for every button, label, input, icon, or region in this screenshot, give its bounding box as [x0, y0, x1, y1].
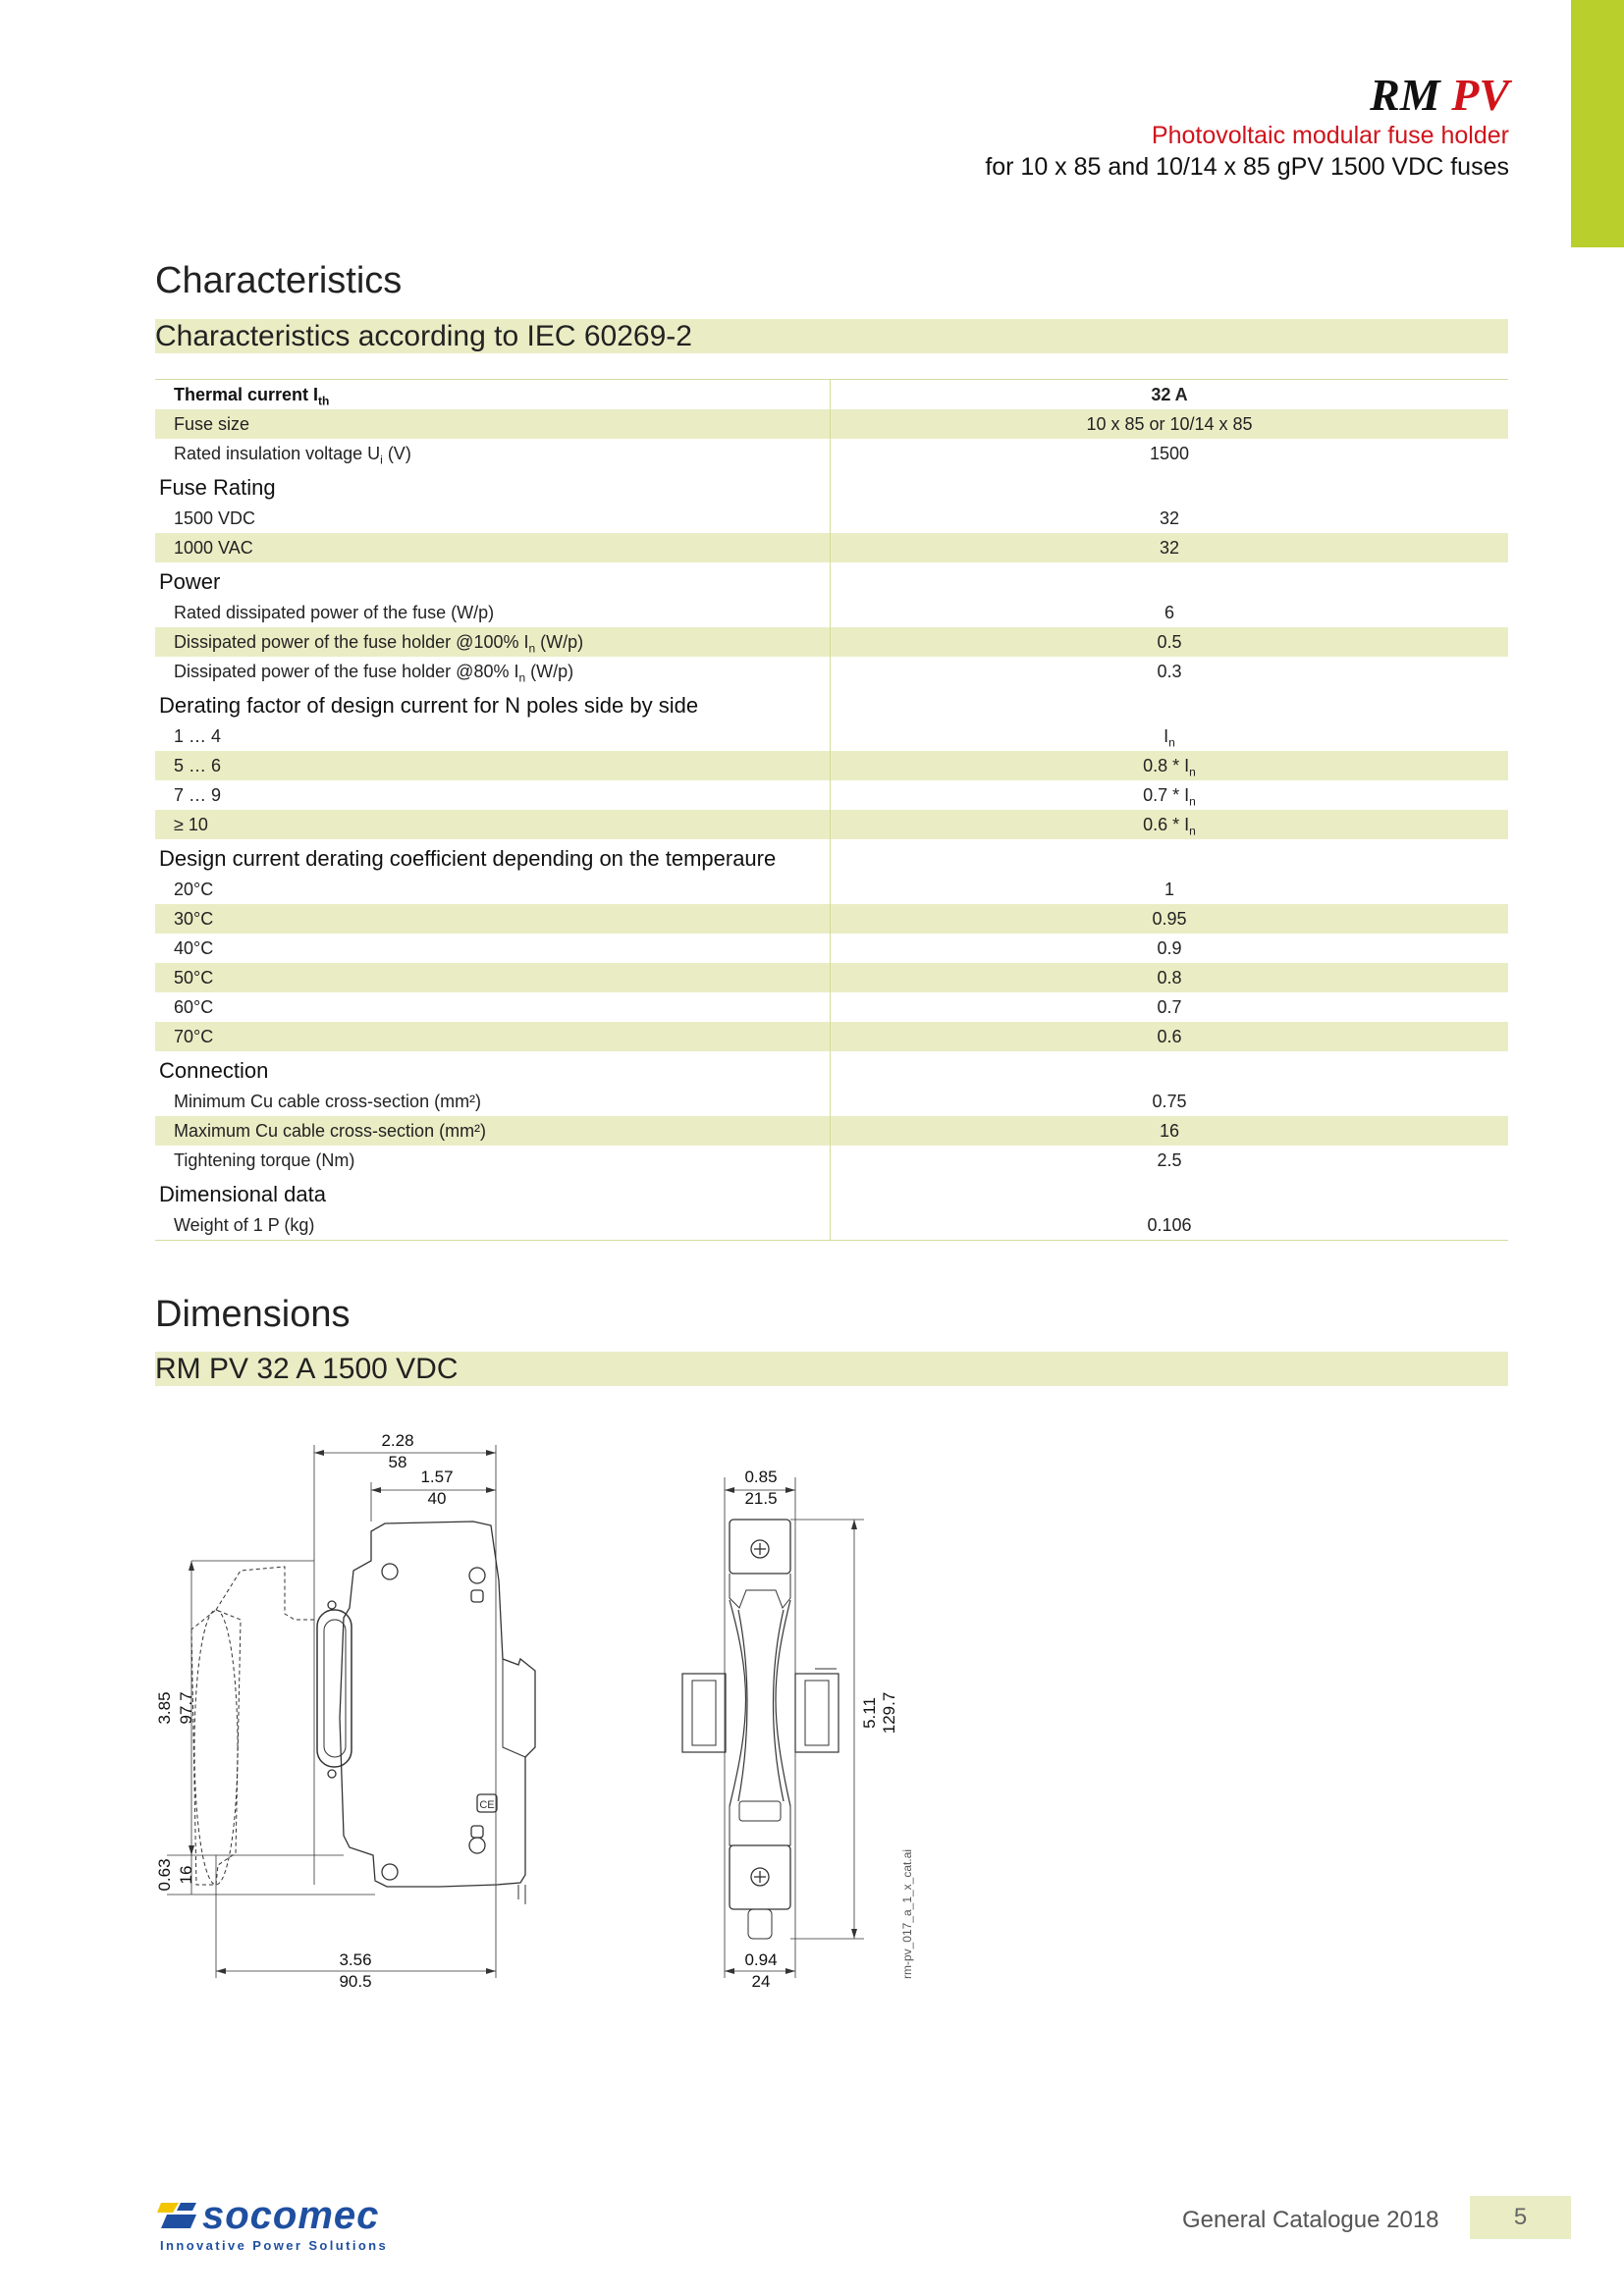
characteristics-band: Characteristics according to IEC 60269-2 — [155, 319, 1508, 353]
dim-side-height-mm: 97.7 — [177, 1691, 195, 1725]
brand-name: socomec — [202, 2194, 380, 2237]
dim-side-bottom-mm: 90.5 — [339, 1972, 372, 1991]
row-value: 6 — [1164, 603, 1174, 622]
row-value: $I_n$ — [1164, 726, 1175, 750]
table-row — [155, 533, 1508, 562]
dimensions-band: RM PV 32 A 1500 VDC — [155, 1352, 1508, 1386]
page-number: 5 — [1470, 2196, 1571, 2239]
table-group-row — [155, 1051, 1508, 1087]
dim-side-top-in: 2.28 — [381, 1431, 414, 1450]
side-view — [147, 1431, 535, 1991]
row-label: Fuse size — [155, 409, 831, 439]
row-value: 0.9 — [1157, 938, 1182, 958]
row-value: 0.8 — [1157, 968, 1182, 988]
dim-front-bottom-in: 0.94 — [744, 1950, 778, 1969]
table-row — [155, 751, 1508, 780]
table-row — [155, 1116, 1508, 1146]
row-value: 0.95 — [1152, 909, 1187, 929]
table-row — [155, 934, 1508, 963]
table-row — [155, 810, 1508, 839]
row-label: 1000 VAC — [155, 533, 831, 562]
row-value: 2.5 — [1157, 1150, 1182, 1170]
row-value: 32 A — [1151, 385, 1188, 404]
row-label: 70°C — [155, 1022, 831, 1051]
product-subtitle: Photovoltaic modular fuse holder — [1151, 122, 1509, 149]
dim-front-top-mm: 21.5 — [744, 1489, 778, 1508]
row-label: Dissipated power of the fuse holder @100% $I_n$ (W/p) — [155, 627, 831, 657]
row-label: 50°C — [155, 963, 831, 992]
row-value — [831, 468, 1508, 504]
dimensions-title: Dimensions — [155, 1294, 351, 1335]
table-group-row — [155, 1175, 1508, 1210]
row-value: 0.75 — [1152, 1092, 1187, 1111]
table-group-row — [155, 686, 1508, 721]
group-label: Connection — [155, 1051, 831, 1087]
table-row — [155, 657, 1508, 686]
row-value: $0.7 * I_n$ — [1143, 785, 1196, 809]
table-group-row — [155, 468, 1508, 504]
row-label: 20°C — [155, 875, 831, 904]
svg-text:CE: CE — [479, 1799, 495, 1811]
group-label: Fuse Rating — [155, 468, 831, 504]
product-title: RM PV — [1370, 70, 1509, 120]
row-value: $0.8 * I_n$ — [1143, 756, 1196, 779]
front-view — [682, 1468, 914, 1991]
table-row — [155, 409, 1508, 439]
row-label: 5 … 6 — [155, 751, 831, 780]
brand-tagline: Innovative Power Solutions — [160, 2238, 389, 2253]
dim-side-bottom-in: 3.56 — [339, 1950, 372, 1969]
table-row — [155, 380, 1508, 409]
row-value: 1 — [1164, 880, 1174, 899]
row-value — [831, 686, 1508, 721]
row-label: 7 … 9 — [155, 780, 831, 810]
dim-side-inner-mm: 40 — [427, 1489, 447, 1508]
table-row — [155, 627, 1508, 657]
group-label: Derating factor of design current for N poles side by side — [155, 686, 831, 721]
row-label: ≥ 10 — [155, 810, 831, 839]
row-value: $0.6 * I_n$ — [1143, 815, 1196, 838]
group-label: Power — [155, 562, 831, 598]
row-value: 32 — [1159, 508, 1180, 528]
dim-side-inner-in: 1.57 — [420, 1468, 454, 1486]
group-label: Design current derating coefficient depending on the temperaure — [155, 839, 831, 875]
row-value: 10 x 85 or 10/14 x 85 — [1086, 414, 1253, 434]
table-row — [155, 439, 1508, 468]
row-value — [831, 562, 1508, 598]
row-label: Rated insulation voltage $U_i$ (V) — [155, 439, 831, 468]
drawing-file-ref: rm-pv_017_a_1_x_cat.ai — [900, 1848, 914, 1980]
row-label: Tightening torque (Nm) — [155, 1146, 831, 1175]
row-label: Thermal current $I_{th}$ — [155, 380, 831, 409]
group-label: Dimensional data — [155, 1175, 831, 1210]
row-label: Maximum Cu cable cross-section (mm²) — [155, 1116, 831, 1146]
row-value — [831, 1051, 1508, 1087]
catalogue-name: General Catalogue 2018 — [1182, 2207, 1439, 2233]
row-label: 60°C — [155, 992, 831, 1022]
row-value: 16 — [1159, 1121, 1180, 1141]
row-value — [831, 1175, 1508, 1210]
row-value: 0.106 — [1147, 1215, 1192, 1235]
table-row — [155, 1087, 1508, 1116]
row-label: 1 … 4 — [155, 721, 831, 751]
dimension-drawing — [147, 1423, 933, 2032]
dim-side-top-mm: 58 — [388, 1453, 407, 1471]
row-label: Minimum Cu cable cross-section (mm²) — [155, 1087, 831, 1116]
table-row — [155, 1210, 1508, 1240]
table-group-row — [155, 839, 1508, 875]
row-value: 0.5 — [1157, 632, 1182, 652]
dim-front-top-in: 0.85 — [744, 1468, 778, 1486]
table-row — [155, 598, 1508, 627]
row-label: Weight of 1 P (kg) — [155, 1210, 831, 1240]
table-row — [155, 904, 1508, 934]
section-tab — [1571, 0, 1624, 247]
dim-front-height-in: 5.11 — [860, 1697, 879, 1729]
row-value: 0.6 — [1157, 1027, 1182, 1046]
table-group-row — [155, 562, 1508, 598]
table-row — [155, 721, 1508, 751]
dim-front-bottom-mm: 24 — [751, 1972, 771, 1991]
characteristics-table — [155, 379, 1508, 1241]
table-row — [155, 992, 1508, 1022]
table-row — [155, 1146, 1508, 1175]
row-label: Rated dissipated power of the fuse (W/p) — [155, 598, 831, 627]
dim-side-height-in: 3.85 — [155, 1691, 174, 1725]
row-label: 40°C — [155, 934, 831, 963]
row-label: 1500 VDC — [155, 504, 831, 533]
page-header — [985, 71, 1509, 183]
row-value: 1500 — [1149, 444, 1190, 463]
table-row — [155, 780, 1508, 810]
socomec-logo-icon — [157, 2199, 200, 2234]
product-description: for 10 x 85 and 10/14 x 85 gPV 1500 VDC fuses — [985, 153, 1509, 181]
row-value: 0.3 — [1157, 662, 1182, 681]
dim-front-height-mm: 129.7 — [880, 1691, 898, 1735]
characteristics-title: Characteristics — [155, 260, 403, 301]
row-value: 0.7 — [1157, 997, 1182, 1017]
table-row — [155, 963, 1508, 992]
row-label: 30°C — [155, 904, 831, 934]
dim-side-base-mm: 16 — [177, 1865, 195, 1885]
row-value: 32 — [1159, 538, 1180, 558]
table-row — [155, 1022, 1508, 1051]
row-value — [831, 839, 1508, 875]
table-row — [155, 504, 1508, 533]
row-label: Dissipated power of the fuse holder @80% $I_n$ (W/p) — [155, 657, 831, 686]
dim-side-base-in: 0.63 — [155, 1858, 174, 1892]
table-row — [155, 875, 1508, 904]
